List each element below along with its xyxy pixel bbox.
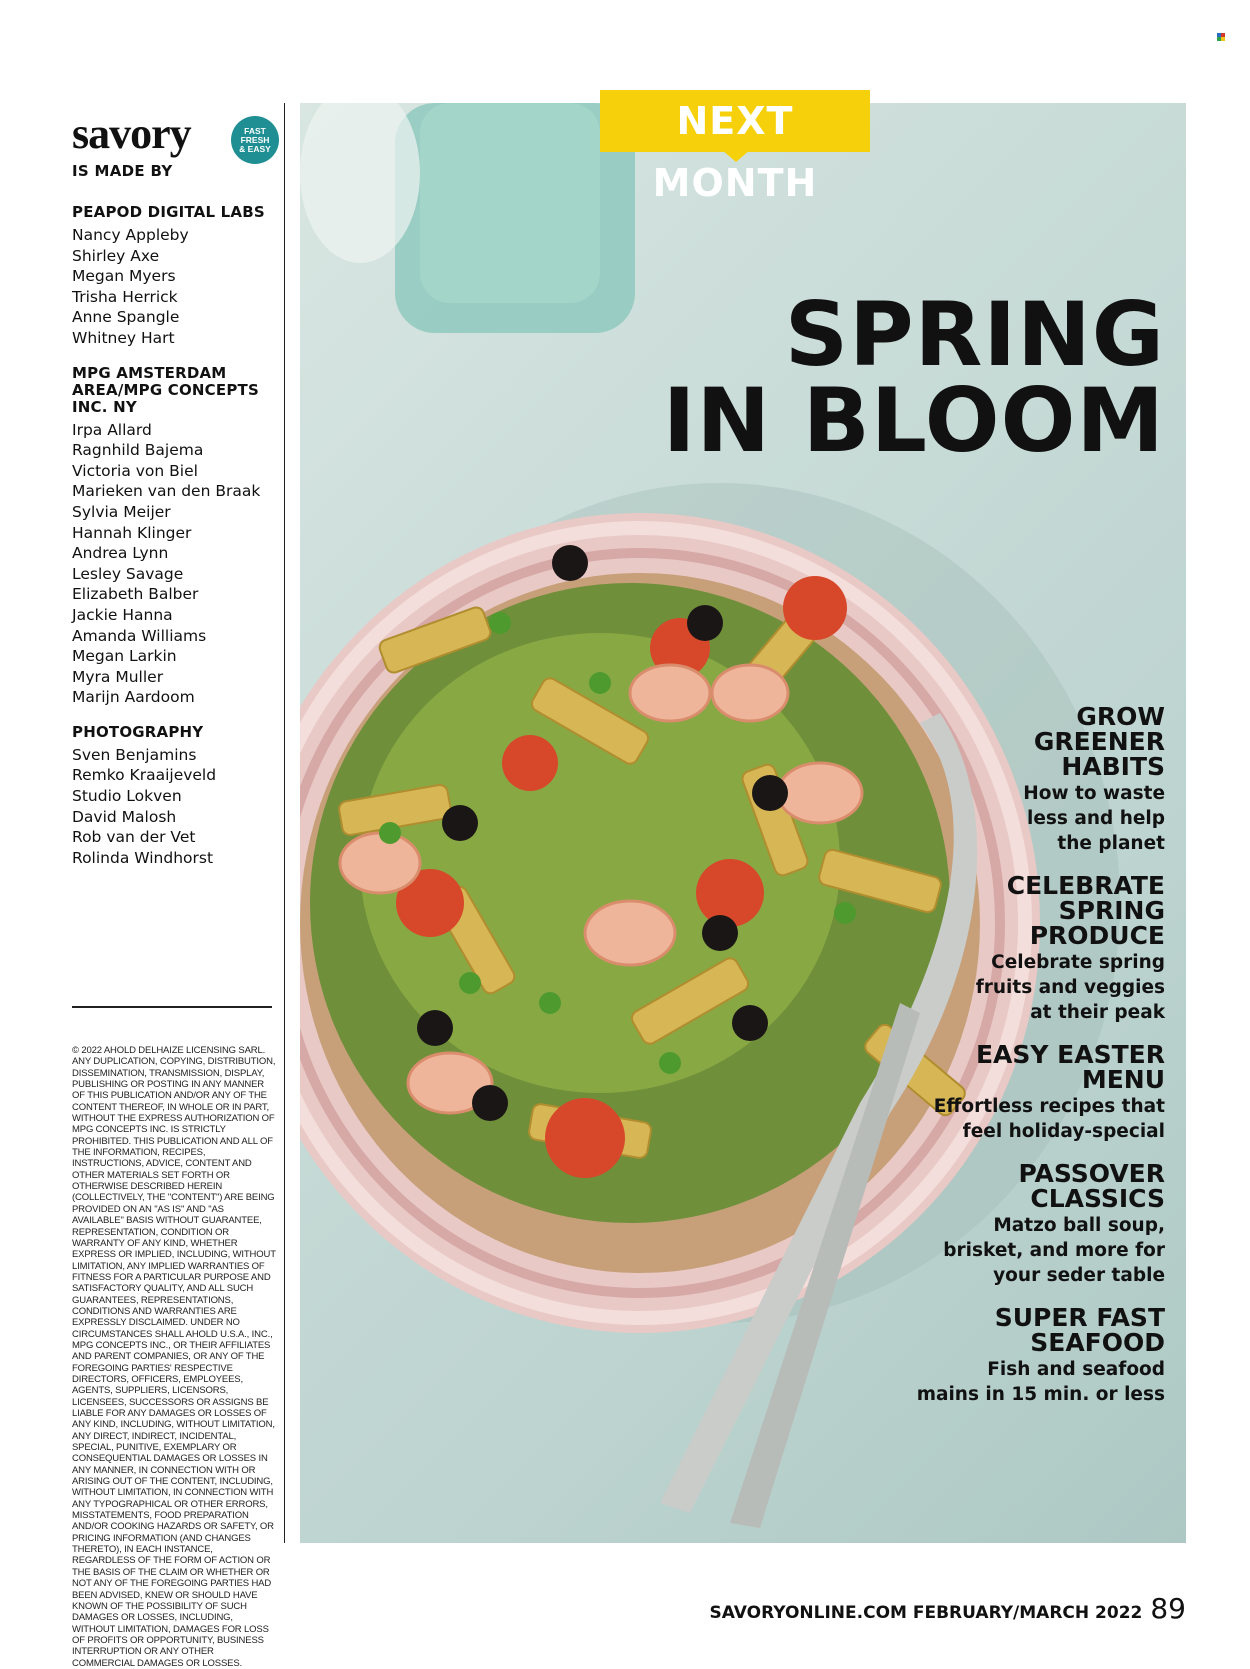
feature-headline: SPRING IN BLOOM [662, 283, 1165, 472]
credit-name: Sven Benjamins [72, 745, 197, 764]
logo-badge-line: FRESH [240, 134, 270, 145]
credit-name: Irpa Allard [72, 420, 152, 439]
page-footer [710, 1592, 1186, 1625]
credit-name: Jackie Hanna [72, 605, 173, 624]
credit-name: Trisha Herrick [72, 287, 178, 306]
credit-name: Megan Myers [72, 267, 176, 286]
credit-name: Elizabeth Balber [72, 585, 199, 604]
teaser-body: Matzo ball soup, brisket, and more for your seder table [943, 1215, 1165, 1286]
teaser-body: Celebrate spring fruits and veggies at their peak [975, 952, 1165, 1023]
credit-name: Marijn Aardoom [72, 688, 195, 707]
credit-name: Andrea Lynn [72, 544, 169, 563]
teaser-list [905, 704, 1165, 1424]
credits-heading: MPG AMSTERDAM AREA/MPG CONCEPTS INC. NY [72, 363, 259, 416]
credits-section [72, 204, 277, 349]
credit-name: Studio Lokven [72, 787, 182, 806]
credit-name: Remko Kraaijeveld [72, 766, 217, 785]
page-number: 89 [1150, 1592, 1186, 1625]
credit-name: Megan Larkin [72, 647, 177, 666]
corner-color-mark-icon [1217, 33, 1225, 41]
credit-name: Anne Spangle [72, 308, 180, 327]
teaser-item [905, 1042, 1165, 1144]
badge-pointer [722, 150, 750, 162]
footer-site: SAVORYONLINE.COM [709, 1603, 907, 1623]
teaser-title: GROW GREENER HABITS [1033, 702, 1165, 781]
made-by-label: IS MADE BY [72, 162, 173, 180]
credit-name: Marieken van den Braak [72, 482, 261, 501]
credit-name: Lesley Savage [72, 564, 184, 583]
credits-heading: PHOTOGRAPHY [72, 722, 204, 741]
teaser-title: CELEBRATE SPRING PRODUCE [1006, 871, 1165, 950]
teaser-body: How to waste less and help the planet [1023, 783, 1165, 854]
teaser-item [905, 704, 1165, 856]
teaser-item [905, 1161, 1165, 1288]
credit-name: Whitney Hart [72, 328, 175, 347]
credit-name: Rob van der Vet [72, 828, 196, 847]
column-divider [284, 103, 285, 1543]
logo-badge-line: & EASY [239, 143, 271, 154]
credit-name: Rolinda Windhorst [72, 848, 214, 867]
legal-divider [72, 1006, 272, 1008]
teaser-body: Fish and seafood mains in 15 min. or less [916, 1359, 1165, 1405]
credits-section [72, 365, 277, 708]
logo-badge-line: FAST [244, 125, 266, 136]
credit-name: Hannah Klinger [72, 523, 192, 542]
legal-notice: © 2022 AHOLD DELHAIZE LICENSING SARL. ANY DUPLICATION, COPYING, DISTRIBUTION, DISSEMINATION, TRANSMISSION, DISPLAY, PUBLISHING OR POSTING IN ANY MANNER OF THIS PUBLICATION AND/OR ANY OF THE CONTENT THEREOF, IN WHOLE OR IN PART, WITHOUT THE EXPRESS AUTHORIZATION OF MPG CONCEPTS INC. IS STRICTLY PROHIBITED. THIS PUBLICATION AND ALL OF THE INFORMATION, RECIPES, INSTRUCTIONS, ADVICE, CONTENT AND OTHER MATERIALS SET FORTH OR OTHERWISE DESCRIBED HEREIN (COLLECTIVELY, THE "CONTENT") ARE BEING PROVIDED ON AN "AS IS" AND "AS AVAILABLE" BASIS WITHOUT GUARANTEE, REPRESENTATION, CONDITION OR WARRANTY OF ANY KIND, WHETHER EXPRESS OR IMPLIED, INCLUDING, WITHOUT LIMITATION, ANY IMPLIED WARRANTIES OF FITNESS FOR A PARTICULAR PURPOSE AND SATISFACTORY QUALITY, AND ALL SUCH GUARANTEES, REPRESENTATIONS, CONDITIONS AND WARRANTIES ARE EXPRESSLY DISCLAIMED. UNDER NO CIRCUMSTANCES SHALL AHOLD U.S.A., INC., MPG CONCEPTS INC., OR THEIR AFFILIATES AND PARENT COMPANIES, OR ANY OF THE FOREGOING PARTIES' RESPECTIVE DIRECTORS, OFFICERS, EMPLOYEES, AGENTS, SUPPLIERS, LICENSORS, LICENSEES, SUCCESSORS OR ASSIGNS BE LIABLE FOR ANY DAMAGES OR LOSSES OF ANY KIND, INCLUDING, WITHOUT LIMITATION, ANY DIRECT, INDIRECT, INCIDENTAL, SPECIAL, PUNITIVE, EXEMPLARY OR CONSEQUENTIAL DAMAGES OR LOSSES IN ANY MANNER, IN CONNECTION WITH OR ARISING OUT OF THE CONTENT, INCLUDING, WITHOUT LIMITATION, IN CONNECTION WITH ANY TYPOGRAPHICAL OR OTHER ERRORS, MISSTATEMENTS, FOOD PREPARATION AND/OR COOKING HAZARDS OR SAFETY, OR PRICING INFORMATION (AND CHANGES THERETO), IN EACH INSTANCE, REGARDLESS OF THE FORM OF ACTION OR THE BASIS OF THE CLAIM OR WHETHER OR NOT ANY OF THE FOREGOING PARTIES HAD BEEN ADVISED, KNEW OR SHOULD HAVE KNOWN OF THE POSSIBILITY OF SUCH DAMAGES OR LOSSES, INCLUDING, WITHOUT LIMITATION, DAMAGES FOR LOSS OF PROFITS OR OPPORTUNITY, BUSINESS INTERRUPTION OR ANY OTHER COMMERCIAL DAMAGES OR LOSSES. [72, 1045, 276, 1669]
credits-section [72, 724, 277, 869]
teaser-item [905, 873, 1165, 1025]
next-month-badge: NEXT MONTH [600, 90, 870, 152]
credits-list [72, 204, 277, 868]
footer-issue: FEBRUARY/MARCH 2022 [912, 1603, 1143, 1623]
teaser-body: Effortless recipes that feel holiday-special [933, 1096, 1165, 1142]
teaser-title: SUPER FAST SEAFOOD [994, 1303, 1165, 1357]
credit-name: Amanda Williams [72, 626, 207, 645]
logo-badge [231, 116, 279, 164]
credit-name: Myra Muller [72, 667, 164, 686]
credit-name: David Malosh [72, 807, 177, 826]
credit-name: Shirley Axe [72, 246, 160, 265]
credit-name: Ragnhild Bajema [72, 441, 204, 460]
credit-name: Sylvia Meijer [72, 502, 171, 521]
credit-name: Nancy Appleby [72, 226, 189, 244]
teaser-title: EASY EASTER MENU [975, 1040, 1165, 1094]
teaser-item [905, 1305, 1165, 1407]
credit-name: Victoria von Biel [72, 461, 198, 480]
credits-heading: PEAPOD DIGITAL LABS [72, 203, 265, 221]
teaser-title: PASSOVER CLASSICS [1018, 1159, 1165, 1213]
logo-wordmark: savory [72, 109, 191, 158]
